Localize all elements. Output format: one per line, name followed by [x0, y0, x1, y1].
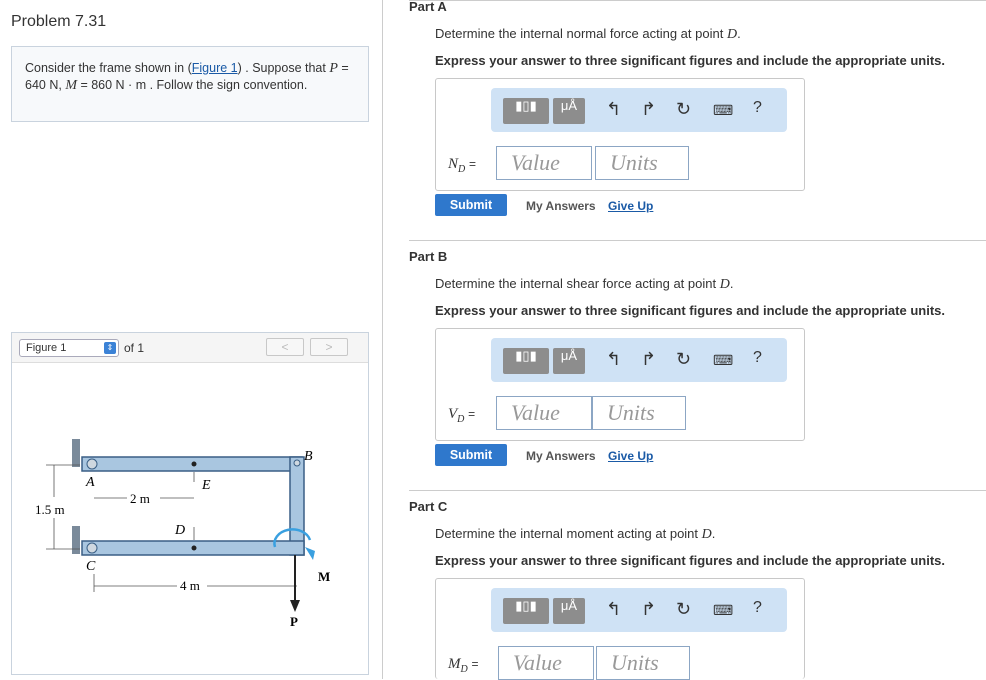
part-a-my-answers[interactable]: My Answers: [526, 199, 596, 213]
part-separator: [409, 0, 986, 1]
part-b-submit-button[interactable]: Submit: [435, 444, 507, 466]
label-a: A: [86, 475, 95, 490]
reset-icon[interactable]: ↻: [676, 599, 692, 619]
label-m: M: [318, 569, 331, 584]
label-d: D: [175, 523, 186, 538]
part-separator: [409, 490, 986, 491]
redo-icon[interactable]: ↱: [641, 599, 657, 619]
variable-label: $M_D$ =: [448, 656, 479, 675]
wall-support-c: [72, 526, 80, 554]
units-input[interactable]: Units: [596, 646, 690, 680]
part-separator: [409, 240, 986, 241]
pin-a: [87, 459, 97, 469]
reset-icon[interactable]: ↻: [676, 349, 692, 369]
units-input[interactable]: Units: [592, 396, 686, 430]
figure-count: of 1: [124, 341, 145, 355]
undo-icon[interactable]: ↰: [606, 599, 622, 619]
force-p-arrowhead: [290, 600, 300, 612]
pin-b: [294, 460, 300, 466]
answer-toolbar: [491, 338, 787, 382]
part-a-title: Part A: [409, 0, 447, 14]
part-b-my-answers[interactable]: My Answers: [526, 449, 596, 463]
part-c-title: Part C: [409, 499, 448, 514]
part-b-give-up[interactable]: Give Up: [608, 449, 654, 463]
label-b: B: [304, 449, 313, 464]
label-p: P: [290, 614, 298, 629]
dim-label-2m: 2 m: [130, 491, 150, 506]
value-input[interactable]: Value: [498, 646, 594, 680]
part-a-instructions: Express your answer to three significant figures and include the appropriate units.: [435, 53, 945, 68]
label-e: E: [202, 478, 211, 493]
units-button[interactable]: μÅ: [553, 348, 585, 374]
undo-icon[interactable]: ↰: [606, 349, 622, 369]
moment-arrowhead: [305, 547, 315, 560]
template-icon[interactable]: ▮▯▮: [503, 598, 549, 624]
part-a-submit-button[interactable]: Submit: [435, 194, 507, 216]
wall-support-a: [72, 439, 80, 467]
frame-figure: [12, 364, 368, 675]
part-c-question: Determine the internal moment acting at point D.: [435, 526, 716, 542]
units-button[interactable]: μÅ: [553, 98, 585, 124]
next-figure-button[interactable]: >: [310, 338, 348, 356]
template-icon[interactable]: ▮▯▮: [503, 98, 549, 124]
point-d: [192, 546, 197, 551]
help-button[interactable]: ?: [753, 349, 762, 366]
keyboard-icon[interactable]: ⌨: [713, 602, 734, 618]
figure-select[interactable]: Figure 1 ⇕: [19, 339, 119, 357]
help-button[interactable]: ?: [753, 599, 762, 616]
dim-label-15m: 1.5 m: [35, 502, 65, 517]
units-input[interactable]: Units: [595, 146, 689, 180]
figure-link[interactable]: Figure 1: [191, 61, 238, 75]
variable-label: $V_D$ =: [448, 406, 476, 425]
keyboard-icon[interactable]: ⌨: [713, 352, 734, 368]
reset-icon[interactable]: ↻: [676, 99, 692, 119]
problem-statement: Consider the frame shown in (Figure 1) . Suppose that P = 640 N, M = 860 N · m . Follow the sign convention.: [11, 46, 369, 122]
part-b-answer-box: [435, 328, 805, 441]
point-e: [192, 462, 197, 467]
template-icon[interactable]: ▮▯▮: [503, 348, 549, 374]
part-b-question: Determine the internal shear force acting at point D.: [435, 276, 734, 292]
answer-toolbar: [491, 88, 787, 132]
figure-panel: [11, 332, 369, 675]
part-c-answer-box: [435, 578, 805, 679]
part-b-instructions: Express your answer to three significant figures and include the appropriate units.: [435, 303, 945, 318]
pin-c: [87, 543, 97, 553]
figure-header: [12, 333, 368, 363]
part-a-answer-box: [435, 78, 805, 191]
problem-title: Problem 7.31: [11, 13, 107, 30]
help-button[interactable]: ?: [753, 99, 762, 116]
label-c: C: [86, 559, 96, 574]
part-a-give-up[interactable]: Give Up: [608, 199, 654, 213]
part-b-title: Part B: [409, 249, 448, 264]
keyboard-icon[interactable]: ⌨: [713, 102, 734, 118]
problem-panel: [0, 0, 383, 679]
chevron-updown-icon: ⇕: [104, 342, 116, 354]
value-input[interactable]: Value: [496, 146, 592, 180]
part-c-instructions: Express your answer to three significant figures and include the appropriate units.: [435, 553, 945, 568]
dim-label-4m: 4 m: [180, 578, 200, 593]
prev-figure-button[interactable]: <: [266, 338, 304, 356]
redo-icon[interactable]: ↱: [641, 349, 657, 369]
value-input[interactable]: Value: [496, 396, 592, 430]
variable-label: $N_D$ =: [448, 156, 477, 175]
redo-icon[interactable]: ↱: [641, 99, 657, 119]
undo-icon[interactable]: ↰: [606, 99, 622, 119]
units-button[interactable]: μÅ: [553, 598, 585, 624]
parts-panel: [383, 0, 986, 679]
part-a-question: Determine the internal normal force acting at point D.: [435, 26, 741, 42]
answer-toolbar: [491, 588, 787, 632]
